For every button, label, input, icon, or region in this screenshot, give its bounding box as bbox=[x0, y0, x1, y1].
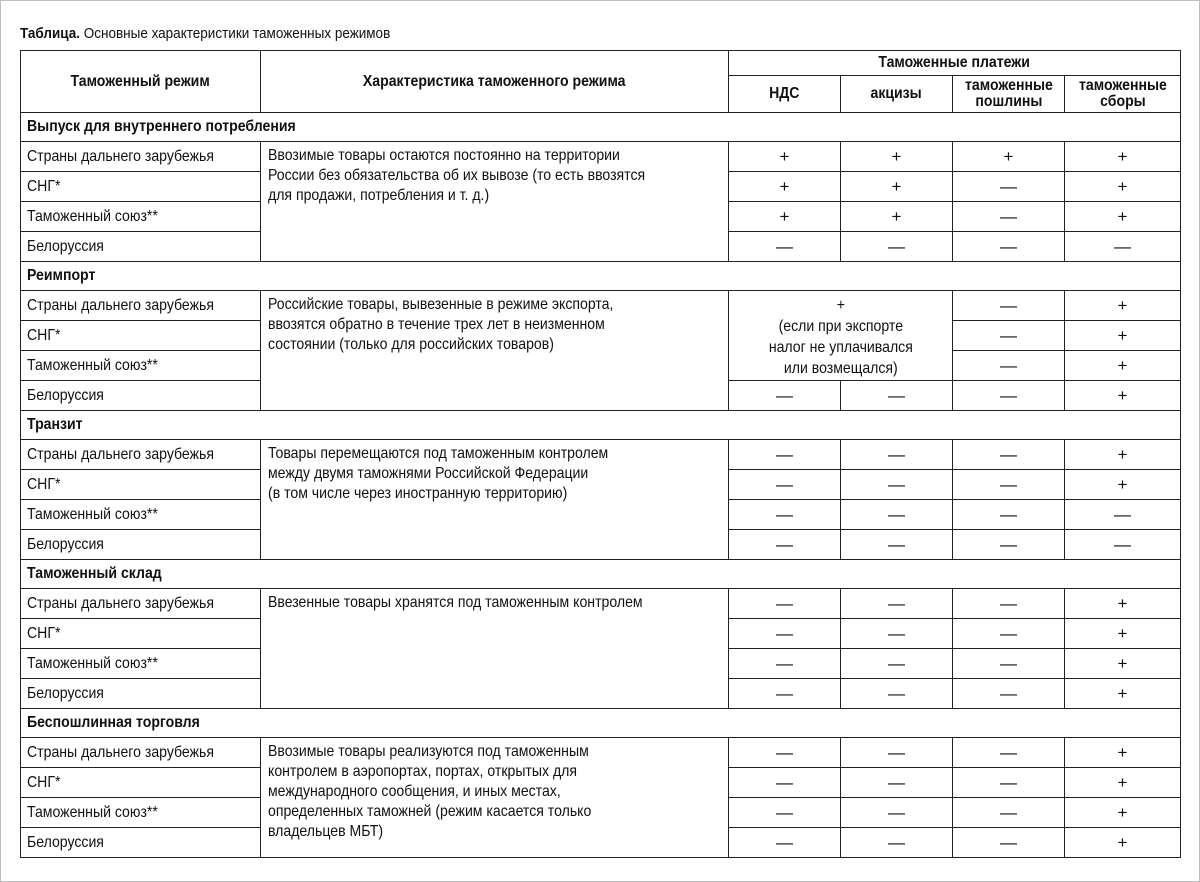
payment-cell: — bbox=[1065, 500, 1181, 530]
payment-cell: + bbox=[1065, 828, 1181, 858]
section-title: Беспошлинная торговля bbox=[21, 709, 1181, 738]
payment-cell: + bbox=[953, 142, 1065, 172]
payment-cell: — bbox=[953, 232, 1065, 262]
payment-cell: + bbox=[1065, 679, 1181, 709]
payment-cell: — bbox=[953, 619, 1065, 649]
section-title: Таможенный склад bbox=[21, 560, 1181, 589]
category-cell: Страны дальнего зарубежья bbox=[21, 440, 261, 470]
table-row bbox=[21, 142, 1181, 172]
payment-cell: + bbox=[841, 172, 953, 202]
category-cell: СНГ* bbox=[21, 321, 261, 351]
payment-cell: — bbox=[953, 351, 1065, 381]
payment-cell: — bbox=[841, 589, 953, 619]
table-row bbox=[21, 589, 1181, 619]
merged-note-cell: + (если при экспорте налог не уплачивался или возмещался) bbox=[729, 291, 953, 381]
table-row bbox=[21, 440, 1181, 470]
section-row bbox=[21, 709, 1181, 738]
payment-cell: + bbox=[841, 202, 953, 232]
category-cell: Таможенный союз** bbox=[21, 798, 261, 828]
payment-cell: — bbox=[841, 828, 953, 858]
payment-cell: + bbox=[1065, 768, 1181, 798]
payment-cell: — bbox=[1065, 530, 1181, 560]
category-cell: Белоруссия bbox=[21, 679, 261, 709]
section-row bbox=[21, 113, 1181, 142]
payment-cell: + bbox=[729, 202, 841, 232]
payment-cell: — bbox=[841, 798, 953, 828]
customs-modes-table bbox=[20, 50, 1181, 858]
payment-cell: — bbox=[729, 470, 841, 500]
payment-cell: + bbox=[1065, 589, 1181, 619]
payment-cell: — bbox=[953, 649, 1065, 679]
header-payments: Таможенные платежи bbox=[729, 51, 1181, 76]
payment-cell: — bbox=[729, 500, 841, 530]
category-cell: Белоруссия bbox=[21, 381, 261, 411]
payment-cell: — bbox=[953, 202, 1065, 232]
payment-cell: + bbox=[729, 142, 841, 172]
payment-cell: — bbox=[953, 679, 1065, 709]
mode-description: Ввозимые товары остаются постоянно на территории России без обязательства об их вывозе (то есть ввозятся для продажи, потребления и т. д.) bbox=[261, 142, 729, 262]
section-title: Транзит bbox=[21, 411, 1181, 440]
payment-cell: — bbox=[729, 679, 841, 709]
payment-cell: + bbox=[1065, 172, 1181, 202]
payment-cell: + bbox=[1065, 321, 1181, 351]
table-body bbox=[21, 113, 1181, 858]
category-cell: Белоруссия bbox=[21, 828, 261, 858]
mode-description: Ввезенные товары хранятся под таможенным контролем bbox=[261, 589, 729, 709]
category-cell: СНГ* bbox=[21, 470, 261, 500]
payment-cell: + bbox=[1065, 202, 1181, 232]
section-row bbox=[21, 411, 1181, 440]
payment-cell: — bbox=[729, 381, 841, 411]
table-caption bbox=[20, 25, 390, 42]
payment-cell: — bbox=[953, 321, 1065, 351]
payment-cell: + bbox=[1065, 440, 1181, 470]
payment-cell: — bbox=[841, 679, 953, 709]
payment-cell: + bbox=[1065, 619, 1181, 649]
payment-cell: — bbox=[841, 649, 953, 679]
category-cell: Таможенный союз** bbox=[21, 351, 261, 381]
payment-cell: — bbox=[841, 530, 953, 560]
payment-cell: + bbox=[1065, 351, 1181, 381]
payment-cell: — bbox=[729, 589, 841, 619]
category-cell: Страны дальнего зарубежья bbox=[21, 291, 261, 321]
payment-cell: — bbox=[841, 619, 953, 649]
payment-cell: — bbox=[729, 649, 841, 679]
payment-cell: — bbox=[729, 232, 841, 262]
payment-cell: — bbox=[953, 589, 1065, 619]
payment-cell: + bbox=[1065, 291, 1181, 321]
caption-text: Основные характеристики таможенных режимов bbox=[80, 25, 391, 42]
category-cell: Таможенный союз** bbox=[21, 649, 261, 679]
header-desc: Характеристика таможенного режима bbox=[261, 51, 729, 113]
category-cell: Страны дальнего зарубежья bbox=[21, 142, 261, 172]
category-cell: Таможенный союз** bbox=[21, 500, 261, 530]
section-row bbox=[21, 262, 1181, 291]
header-mode: Таможенный режим bbox=[21, 51, 261, 113]
payment-cell: — bbox=[729, 828, 841, 858]
payment-cell: — bbox=[841, 768, 953, 798]
category-cell: Страны дальнего зарубежья bbox=[21, 589, 261, 619]
payment-cell: + bbox=[1065, 381, 1181, 411]
payment-cell: — bbox=[953, 768, 1065, 798]
payment-cell: — bbox=[953, 500, 1065, 530]
payment-cell: — bbox=[1065, 232, 1181, 262]
category-cell: СНГ* bbox=[21, 768, 261, 798]
payment-cell: — bbox=[953, 291, 1065, 321]
payment-cell: — bbox=[953, 738, 1065, 768]
payment-cell: — bbox=[729, 798, 841, 828]
payment-cell: — bbox=[729, 619, 841, 649]
payment-cell: — bbox=[953, 440, 1065, 470]
section-row bbox=[21, 560, 1181, 589]
header-excise: акцизы bbox=[841, 76, 953, 113]
payment-cell: + bbox=[729, 172, 841, 202]
category-cell: Страны дальнего зарубежья bbox=[21, 738, 261, 768]
section-title: Выпуск для внутреннего потребления bbox=[21, 113, 1181, 142]
payment-cell: — bbox=[729, 768, 841, 798]
payment-cell: — bbox=[953, 470, 1065, 500]
payment-cell: — bbox=[841, 232, 953, 262]
payment-cell: — bbox=[953, 381, 1065, 411]
category-cell: Белоруссия bbox=[21, 530, 261, 560]
payment-cell: — bbox=[953, 530, 1065, 560]
payment-cell: — bbox=[729, 530, 841, 560]
payment-cell: — bbox=[841, 738, 953, 768]
payment-cell: + bbox=[841, 142, 953, 172]
category-cell: СНГ* bbox=[21, 172, 261, 202]
payment-cell: — bbox=[841, 470, 953, 500]
category-cell: Белоруссия bbox=[21, 232, 261, 262]
category-cell: Таможенный союз** bbox=[21, 202, 261, 232]
payment-cell: — bbox=[953, 798, 1065, 828]
header-duties: таможенные пошлины bbox=[953, 76, 1065, 113]
payment-cell: — bbox=[841, 500, 953, 530]
table-row bbox=[21, 738, 1181, 768]
category-cell: СНГ* bbox=[21, 619, 261, 649]
payment-cell: + bbox=[1065, 649, 1181, 679]
mode-description: Товары перемещаются под таможенным контролем между двумя таможнями Российской Федерации (в том числе через иностранную территорию) bbox=[261, 440, 729, 560]
mode-description: Российские товары, вывезенные в режиме экспорта, ввозятся обратно в течение трех лет в неизменном состоянии (только для российских товаров) bbox=[261, 291, 729, 411]
payment-cell: — bbox=[953, 828, 1065, 858]
mode-description: Ввозимые товары реализуются под таможенным контролем в аэропортах, портах, открытых для международного сообщения, и иных местах, определенных таможней (режим касается только владельцев МБТ) bbox=[261, 738, 729, 858]
payment-cell: — bbox=[729, 440, 841, 470]
header-fees: таможенные сборы bbox=[1065, 76, 1181, 113]
payment-cell: — bbox=[953, 172, 1065, 202]
caption-label: Таблица. bbox=[20, 25, 81, 42]
payment-cell: — bbox=[841, 440, 953, 470]
payment-cell: + bbox=[1065, 798, 1181, 828]
payment-cell: + bbox=[1065, 470, 1181, 500]
section-title: Реимпорт bbox=[21, 262, 1181, 291]
payment-cell: — bbox=[729, 738, 841, 768]
payment-cell: + bbox=[1065, 142, 1181, 172]
payment-cell: + bbox=[1065, 738, 1181, 768]
header-vat: НДС bbox=[729, 76, 841, 113]
payment-cell: — bbox=[841, 381, 953, 411]
table-row bbox=[21, 291, 1181, 321]
